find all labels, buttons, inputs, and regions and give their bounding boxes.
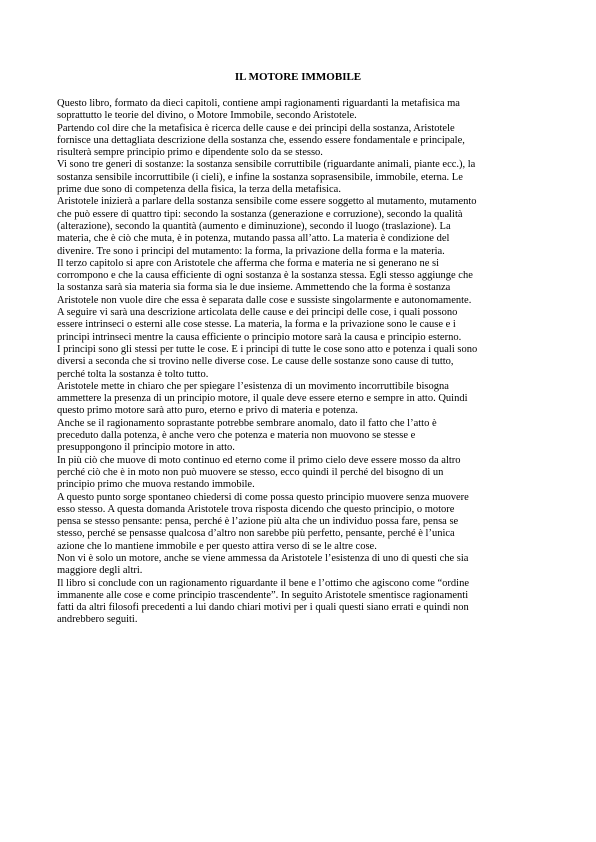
text-line: sostanza sensibile incorruttibile (i cieli), e infine la sostanza soprasensibile, immobile, eterna. Le [57,171,463,183]
text-line: materia, che è ciò che muta, è in potenza, mutando passa all’atto. La materia è condizione del [57,233,450,245]
text-line: fornisce una dettagliata descrizione della sostanza che, essendo essere fondamentale e principale, [57,134,465,146]
text-line: Aristotele mette in chiaro che per spiegare l’esistenza di un movimento incorruttibile bisogna [57,380,449,392]
text-line: immanente alle cose e come principio trascendente”. In seguito Aristotele smentisce ragionamenti [57,589,469,601]
text-line: Aristotele non vuole dire che essa è separata dalle cose e sussiste singolarmente e autonomamente. [57,294,472,306]
text-line: principio primo che muova restando immobile. [57,479,255,491]
text-line: maggiore degli altri. [57,565,143,577]
text-line: andrebbero seguiti. [57,614,138,626]
text-line: perché tolta la sostanza è tolto tutto. [57,368,209,380]
text-line: Il libro si conclude con un ragionamento riguardante il bene e l’ottimo che agiscono come “ordine [57,577,469,589]
text-line: A seguire vi sarà una descrizione articolata delle cause e dei principi delle cose, i quali possono [57,307,458,319]
document-body [57,98,547,627]
text-line: fatti da altri filosofi precedenti a lui dando chiari motivi per i quali questi siano errati e quindi non [57,602,469,614]
text-line: pensa se stesso pensante: pensa, perché è l’azione più alta che un individuo possa fare, pensa se [57,516,459,528]
text-line: prime due sono di competenza della fisica, la terza della metafisica. [57,184,341,196]
text-line: preceduto dalla potenza, è anche vero che potenza e materia non muovono se stesse e [57,430,416,442]
text-line: A questo punto sorge spontaneo chiedersi di come possa questo principio muovere senza muovere [57,491,469,503]
text-line: principi intrinseci mentre la causa efficiente o principio motore sarà la causa e principio esterno. [57,331,462,343]
text-line: Questo libro, formato da dieci capitoli, contiene ampi ragionamenti riguardanti la metafisica ma [57,98,460,109]
text-line: soprattutto le teorie del divino, o Motore Immobile, secondo Aristotele. [57,110,357,122]
text-line: Non vi è solo un motore, anche se viene ammessa da Aristotele l’esistenza di uno di questi che sia [57,552,469,564]
document-title: IL MOTORE IMMOBILE [234,71,362,83]
text-line: la sostanza sarà sia materia sia forma sia le due insieme. Ammettendo che la forma è sostanza [57,282,451,294]
text-line: azione che lo mantiene immobile e per questo attira verso di se le altre cose. [57,540,377,552]
text-line: I principi sono gli stessi per tutte le cose. E i principi di tutte le cose sono atto e potenza i quali sono [57,343,478,355]
text-line: stesso, perché se pensasse qualcosa d’altro non sarebbe più perfetto, pensante, perché è l’unica [57,528,455,540]
text-line: risulterà sempre principio primo e dipendente solo da se stesso. [57,147,323,159]
text-line: perché ciò che è in moto non può muovere se stesso, ecco quindi il perché del bisogno di un [57,466,444,478]
text-line: (alterazione), secondo la quantità (aumento e diminuzione), secondo il luogo (traslazione). La [57,220,451,232]
text-line: che può essere di quattro tipi: secondo la sostanza (generazione e corruzione), secondo la qualità [57,208,463,220]
text-line: Il terzo capitolo si apre con Aristotele che afferma che forma e materia ne si generano ne si [57,257,440,269]
text-line: diversi a seconda che si trovino nelle diverse cose. Le cause delle sostanze sono cause di tutto, [57,356,454,368]
text-line: In più ciò che muove di moto continuo ed eterno come il primo cielo deve essere mosso da altro [57,454,461,466]
text-line: esso stesso. A questa domanda Aristotele trova risposta dicendo che questo principio, o motore [57,503,455,515]
text-line: Partendo col dire che la metafisica è ricerca delle cause e dei principi della sostanza, Aristotele [57,122,455,134]
text-line: corrompono e che la causa efficiente di ogni sostanza è la sostanza stessa. Egli stesso aggiunge che [57,270,473,282]
text-line: divenire. Tre sono i principi del mutamento: la forma, la privazione della forma e la materia. [57,245,445,257]
text-line: questo primo motore sarà atto puro, eterno e privo di materia e potenza. [57,405,358,417]
text-line: Anche se il ragionamento soprastante potrebbe sembrare anomalo, dato il fatto che l’atto è [57,417,437,429]
text-line: Aristotele inizierà a parlare della sostanza sensibile come essere soggetto al mutamento, mutamento [57,196,477,208]
text-line: essere intrinseci o esterni alle cose stesse. La materia, la forma e la privazione sono le cause e i [57,319,456,331]
text-line: ammettere la presenza di un principio motore, il quale deve essere eterno e sempre in atto. Quindi [57,393,468,405]
text-line: Vi sono tre generi di sostanze: la sostanza sensibile corruttibile (riguardante animali, piante ecc.), la [57,159,476,171]
text-line: presuppongono il principio motore in atto. [57,442,235,454]
